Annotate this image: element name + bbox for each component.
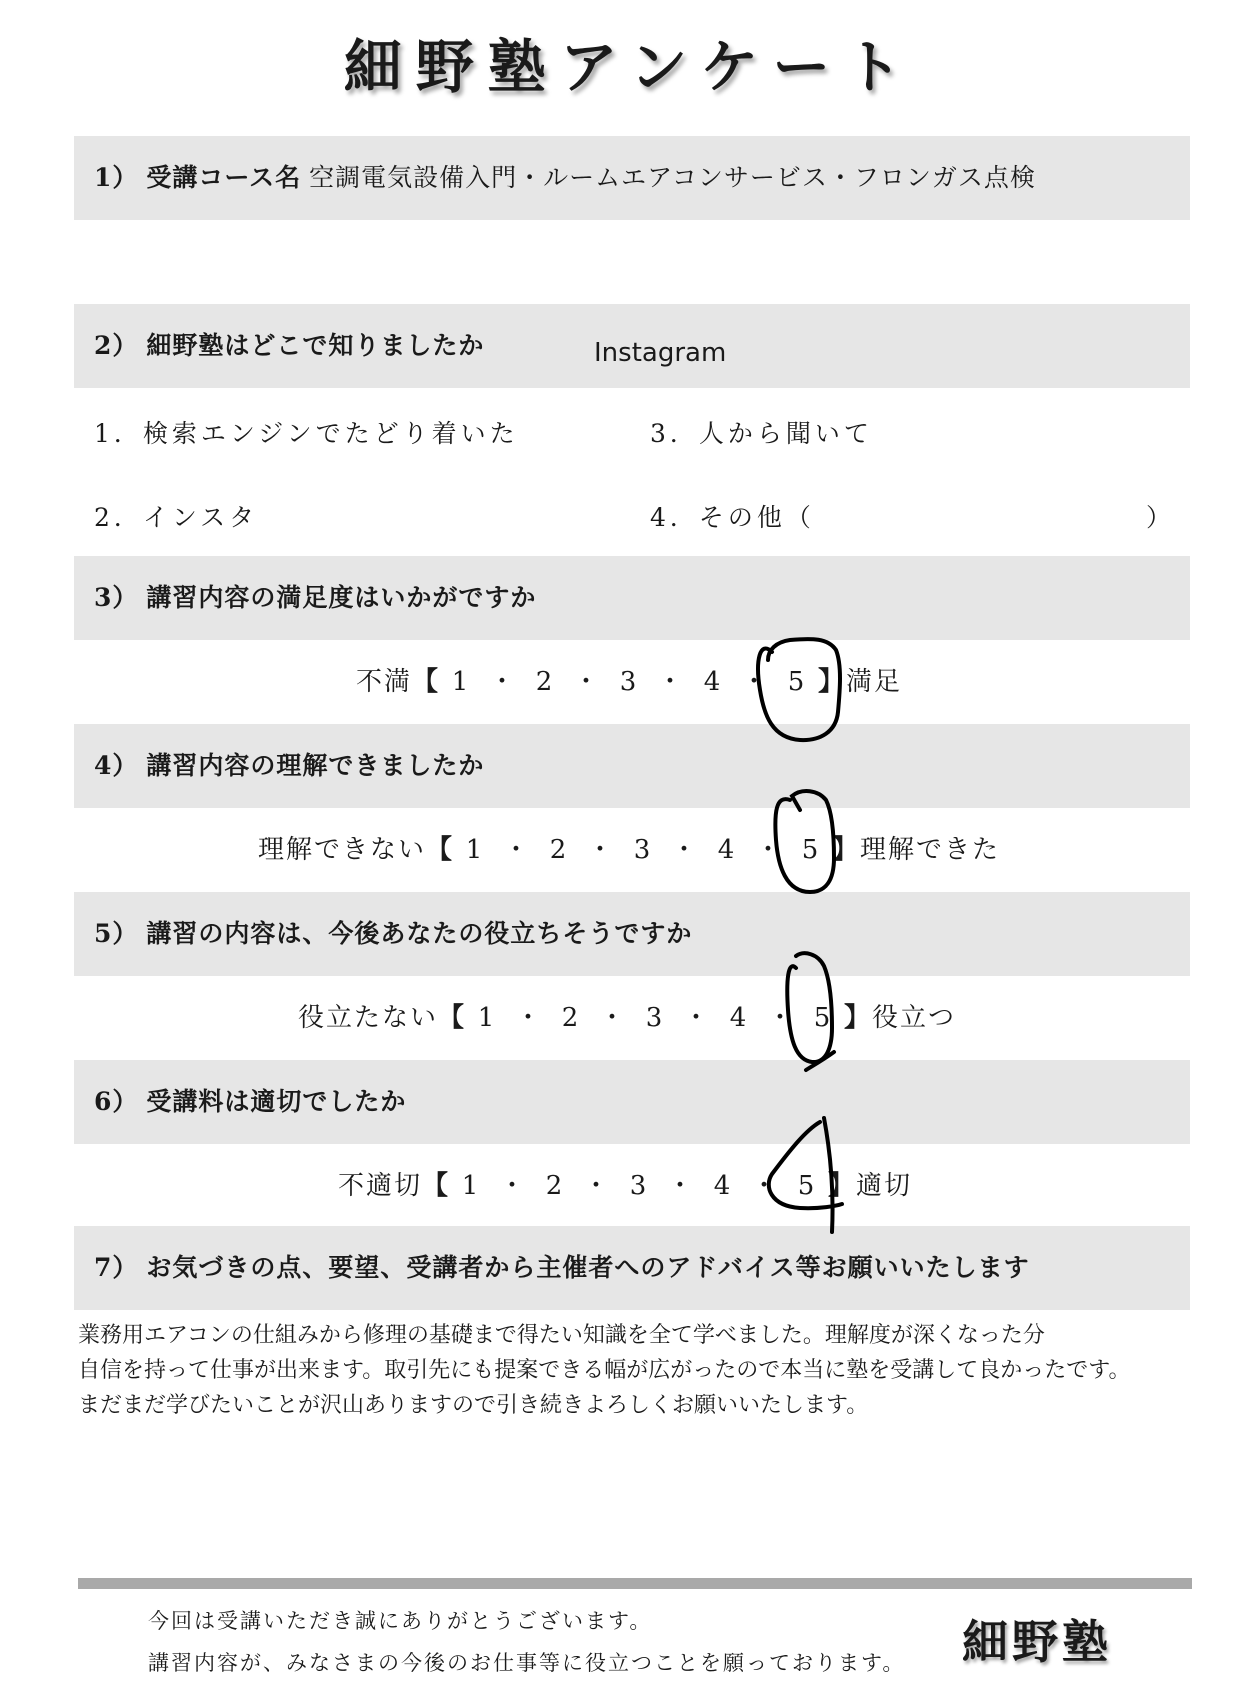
scale-open-bracket: 【 — [426, 835, 455, 865]
scale-separator: ・ — [599, 1003, 628, 1033]
selection-circle-q6 — [769, 1118, 842, 1232]
scale-option-5[interactable]: 5 — [801, 835, 821, 865]
comment-line: まだまだ学びたいことが沢山ありますので引き続きよろしくお願いいたします。 — [78, 1393, 869, 1418]
question-4-label: 講習内容の理解できましたか — [146, 751, 485, 780]
comment-line: 自信を持って仕事が出来ます。取引先にも提案できる幅が広がったので本当に塾を受講して良かったです。 — [78, 1358, 1131, 1383]
scale-option-4[interactable]: 4 — [717, 835, 737, 865]
scale-option-3[interactable]: 3 — [633, 835, 653, 865]
scale-left-label: 理解できない — [258, 835, 427, 865]
selection-circle-q5 — [787, 953, 834, 1070]
scale-right-label: 役立つ — [872, 1003, 957, 1033]
source-option-other[interactable]: 4．その他（ — [650, 503, 815, 532]
scale-separator: ・ — [683, 1003, 712, 1033]
question-6-number: 6） — [94, 1087, 139, 1116]
question-1-number: 1） — [94, 163, 139, 192]
question-3-label: 講習内容の満足度はいかがですか — [146, 583, 537, 612]
scale-option-3[interactable]: 3 — [645, 1003, 665, 1033]
source-option-other-close: ） — [1146, 503, 1176, 532]
scale-close-bracket: 】 — [844, 1003, 873, 1033]
scale-separator: ・ — [755, 835, 784, 865]
scale-left-label: 不満 — [356, 667, 413, 697]
scale-close-bracket: 】 — [832, 835, 861, 865]
scale-left-label: 役立たない — [298, 1003, 439, 1033]
scale-separator: ・ — [671, 835, 700, 865]
question-2-label: 細野塾はどこで知りましたか — [146, 331, 485, 360]
scale-option-4[interactable]: 4 — [729, 1003, 749, 1033]
scale-separator: ・ — [657, 667, 686, 697]
scale-separator: ・ — [583, 1171, 612, 1201]
footer-message — [148, 1600, 905, 1684]
scale-separator: ・ — [751, 1171, 780, 1201]
scale-close-bracket: 】 — [818, 667, 847, 697]
scale-option-2[interactable]: 2 — [549, 835, 569, 865]
scale-option-1[interactable]: 1 — [461, 1171, 481, 1201]
scale-right-label: 理解できた — [860, 835, 1001, 865]
source-option-search[interactable]: 1．検索エンジンでたどり着いた — [94, 419, 519, 448]
scale-option-1[interactable]: 1 — [451, 667, 471, 697]
selection-circle-q4 — [775, 791, 834, 892]
question-5-label: 講習の内容は、今後あなたの役立ちそうですか — [146, 919, 693, 948]
scale-option-1[interactable]: 1 — [465, 835, 485, 865]
question-3-number: 3） — [94, 583, 139, 612]
scale-separator: ・ — [515, 1003, 544, 1033]
footer-thanks-line: 今回は受講いただき誠にありがとうございます。 — [148, 1609, 653, 1633]
scale-option-1[interactable]: 1 — [477, 1003, 497, 1033]
scale-option-2[interactable]: 2 — [535, 667, 555, 697]
scale-option-3[interactable]: 3 — [629, 1171, 649, 1201]
footer-divider — [78, 1578, 1192, 1589]
scale-option-3[interactable]: 3 — [619, 667, 639, 697]
question-1-label: 受講コース名 — [146, 163, 302, 192]
question-5-number: 5） — [94, 919, 139, 948]
scale-separator: ・ — [489, 667, 518, 697]
scale-separator: ・ — [503, 835, 532, 865]
scale-close-bracket: 】 — [828, 1171, 857, 1201]
scale-option-2[interactable]: 2 — [561, 1003, 581, 1033]
question-2-answer: Instagram — [594, 338, 727, 368]
source-option-word-of-mouth[interactable]: 3．人から聞いて — [650, 419, 873, 448]
scale-separator: ・ — [499, 1171, 528, 1201]
footer-thanks-line: 講習内容が、みなさまの今後のお仕事等に役立つことを願っております。 — [148, 1651, 906, 1675]
question-6-label: 受講料は適切でしたか — [146, 1087, 407, 1116]
scale-option-2[interactable]: 2 — [545, 1171, 565, 1201]
scale-option-4[interactable]: 4 — [713, 1171, 733, 1201]
comment-line: 業務用エアコンの仕組みから修理の基礎まで得たい知識を全て学べました。理解度が深くなった分 — [78, 1323, 1045, 1348]
scale-open-bracket: 【 — [438, 1003, 467, 1033]
scale-option-5[interactable]: 5 — [787, 667, 807, 697]
scale-separator: ・ — [741, 667, 770, 697]
question-7-label: お気づきの点、要望、受講者から主催者へのアドバイス等お願いいたします — [146, 1253, 1030, 1282]
course-name: 空調電気設備入門・ルームエアコンサービス・フロンガス点検 — [309, 163, 1036, 192]
question-2-number: 2） — [94, 331, 139, 360]
page-title: 細野塾アンケート — [343, 33, 917, 101]
scale-left-label: 不適切 — [338, 1171, 423, 1201]
scale-option-4[interactable]: 4 — [703, 667, 723, 697]
scale-right-label: 適切 — [856, 1171, 913, 1201]
scale-option-5[interactable]: 5 — [797, 1171, 817, 1201]
selection-circle-q3 — [758, 639, 840, 740]
question-4-number: 4） — [94, 751, 139, 780]
scale-separator: ・ — [573, 667, 602, 697]
scale-separator: ・ — [667, 1171, 696, 1201]
source-option-insta[interactable]: 2．インスタ — [94, 503, 259, 532]
scale-option-5[interactable]: 5 — [813, 1003, 833, 1033]
question-7-number: 7） — [94, 1253, 139, 1282]
scale-separator: ・ — [587, 835, 616, 865]
scale-right-label: 満足 — [846, 667, 903, 697]
scale-separator: ・ — [767, 1003, 796, 1033]
scale-open-bracket: 【 — [422, 1171, 451, 1201]
footer-logo: 細野塾 — [962, 1615, 1112, 1669]
scale-open-bracket: 【 — [412, 667, 441, 697]
